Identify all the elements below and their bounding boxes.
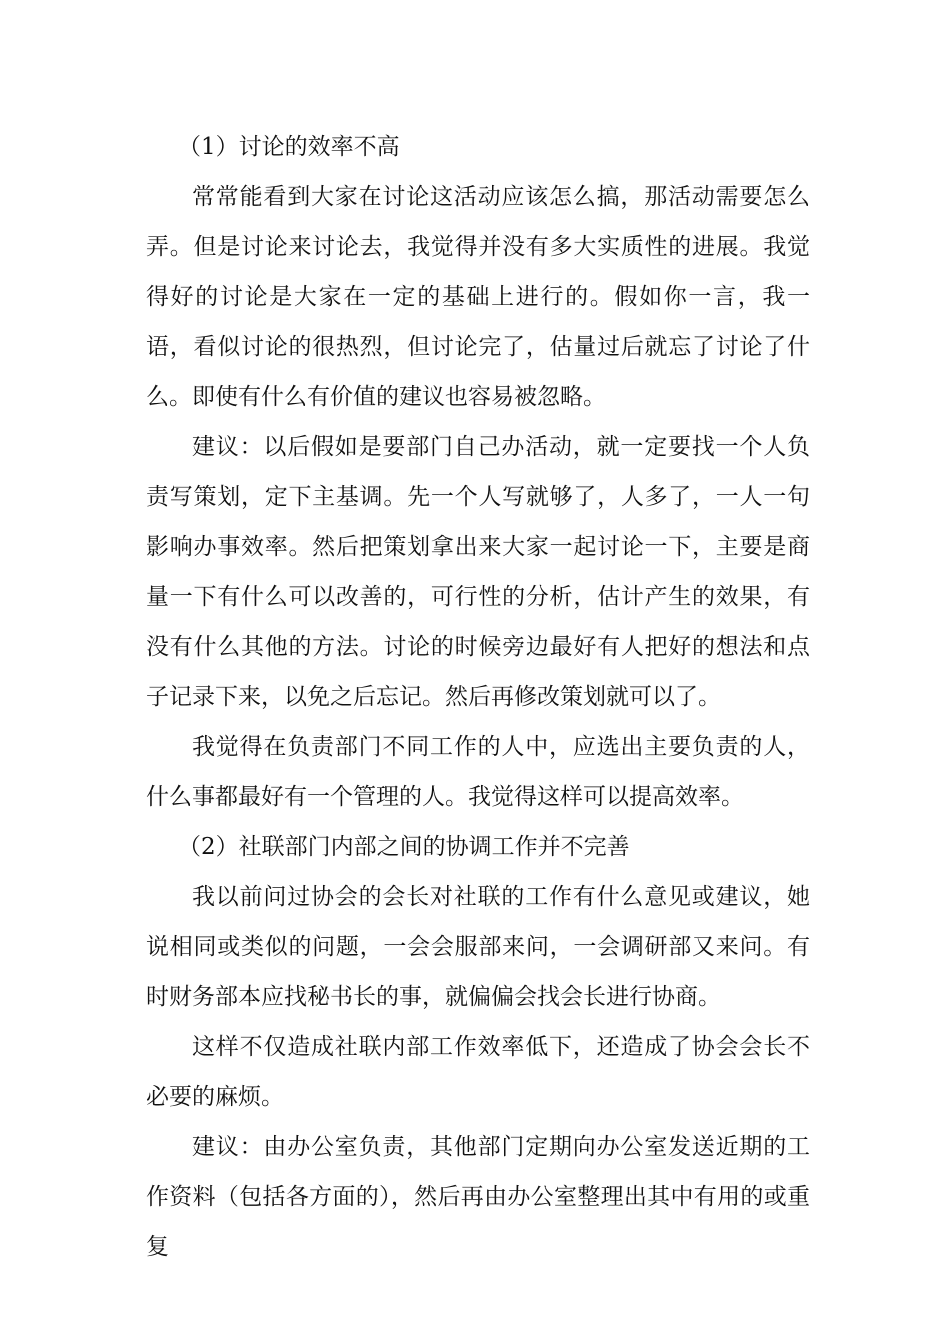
document-body <box>146 122 810 1272</box>
paragraph-discussion-suggestion: 建议：以后假如是要部门自己办活动，就一定要找一个人负责写策划，定下主基调。先一个人写就够了，人多了，一人一句影响办事效率。然后把策划拿出来大家一起讨论一下，主要是商量一下有什么可以改善的，可行性的分析，估计产生的效果，有没有什么其他的方法。讨论的时候旁边最好有人把好的想法和点子记录下来，以免之后忘记。然后再修改策划就可以了。 <box>146 434 810 710</box>
section-heading-1: （1）讨论的效率不高 <box>178 134 400 160</box>
paragraph-coordination-suggestion: 建议：由办公室负责，其他部门定期向办公室发送近期的工作资料（包括各方面的），然后再由办公室整理出其中有用的或重复 <box>146 1134 810 1260</box>
section-heading-2: （2）社联部门内部之间的协调工作并不完善 <box>178 834 630 860</box>
paragraph-coordination-consequence: 这样不仅造成社联内部工作效率低下，还造成了协会会长不必要的麻烦。 <box>146 1034 810 1110</box>
paragraph-discussion-problem: 常常能看到大家在讨论这活动应该怎么搞，那活动需要怎么弄。但是讨论来讨论去，我觉得并没有多大实质性的进展。我觉得好的讨论是大家在一定的基础上进行的。假如你一言，我一语，看似讨论的很热烈，但讨论完了，估量过后就忘了讨论了什么。即使有什么有价值的建议也容易被忽略。 <box>146 184 810 410</box>
paragraph-coordination-problem: 我以前问过协会的会长对社联的工作有什么意见或建议，她说相同或类似的问题，一会会服部来问，一会调研部又来问。有时财务部本应找秘书长的事，就偏偏会找会长进行协商。 <box>146 884 810 1010</box>
paragraph-responsible-person: 我觉得在负责部门不同工作的人中，应选出主要负责的人，什么事都最好有一个管理的人。我觉得这样可以提高效率。 <box>146 734 810 810</box>
